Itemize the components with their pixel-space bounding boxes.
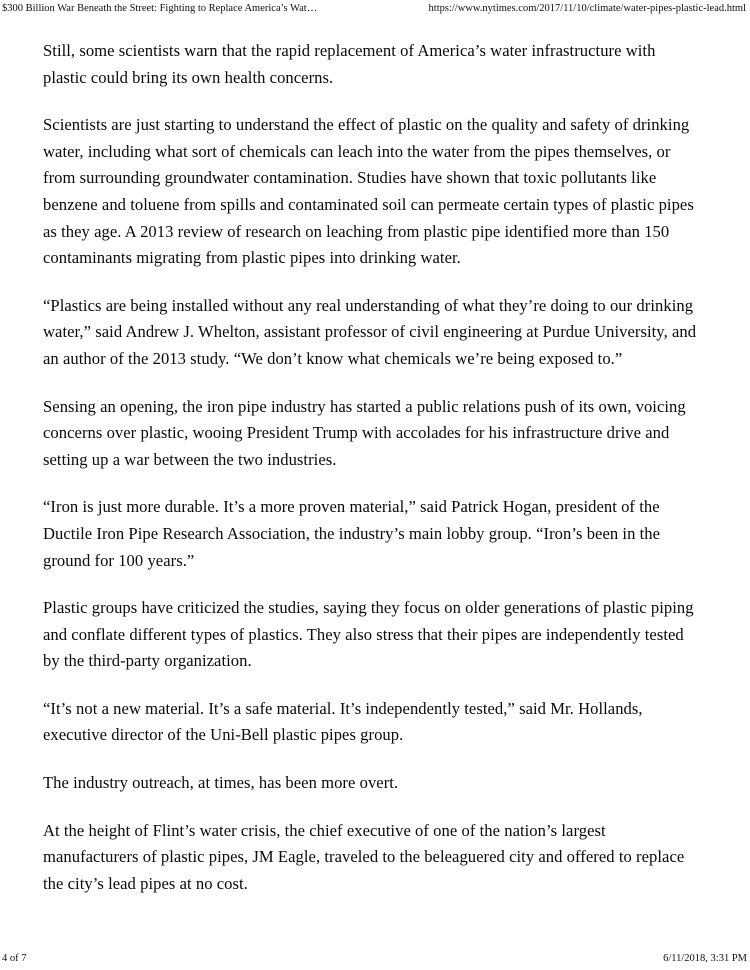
- print-header: [0, 0, 750, 20]
- print-timestamp: 6/11/2018, 3:31 PM: [663, 952, 747, 964]
- article-paragraph: Scientists are just starting to understand the effect of plastic on the quality and safety of drinking water, including what sort of chemicals can leach into the water from the pipes themselves, or from surrounding groundwater contamination. Studies have shown that toxic pollutants like benzene and toluene from spills and contaminated soil can permeate certain types of plastic pipes as they age. A 2013 review of research on leaching from plastic pipe identified more than 150 contaminants migrating from plastic pipes into drinking water.: [43, 115, 694, 268]
- article-body: [43, 38, 702, 897]
- print-footer: [0, 950, 750, 966]
- article-paragraph: “Iron is just more durable. It’s a more proven material,” said Patrick Hogan, president of the Ductile Iron Pipe Research Association, the industry’s main lobby group. “Iron’s been in the ground for 100 years.”: [43, 497, 661, 570]
- article-paragraph: Plastic groups have criticized the studies, saying they focus on older generations of plastic piping and conflate different types of plastics. They also stress that their pipes are independently tested by the third-party organization.: [43, 598, 694, 671]
- article-paragraph: Sensing an opening, the iron pipe industry has started a public relations push of its own, voicing concerns over plastic, wooing President Trump with accolades for his infrastructure drive and setting up a war between the two industries.: [43, 396, 686, 469]
- article-paragraph: “Plastics are being installed without any real understanding of what they’re doing to our drinking water,” said Andrew J. Whelton, assistant professor of civil engineering at Purdue University, and an author of the 2013 study. “We don’t know what chemicals we’re being exposed to.”: [43, 295, 697, 368]
- document-title: $300 Billion War Beneath the Street: Fighting to Replace America’s Wat…: [2, 3, 318, 14]
- page-indicator: 4 of 7: [2, 952, 27, 964]
- article-paragraph: The industry outreach, at times, has been more overt.: [43, 773, 399, 793]
- article-paragraph: “It’s not a new material. It’s a safe material. It’s independently tested,” said Mr. Hollands, executive director of the Uni-Bell plastic pipes group.: [43, 698, 643, 745]
- article-paragraph: At the height of Flint’s water crisis, the chief executive of one of the nation’s largest manufacturers of plastic pipes, JM Eagle, traveled to the beleaguered city and offered to replace the city’s lead pipes at no cost.: [43, 820, 685, 893]
- source-url: https://www.nytimes.com/2017/11/10/climate/water-pipes-plastic-lead.html: [428, 3, 746, 14]
- article-paragraph: Still, some scientists warn that the rapid replacement of America’s water infrastructure with plastic could bring its own health concerns.: [43, 41, 656, 87]
